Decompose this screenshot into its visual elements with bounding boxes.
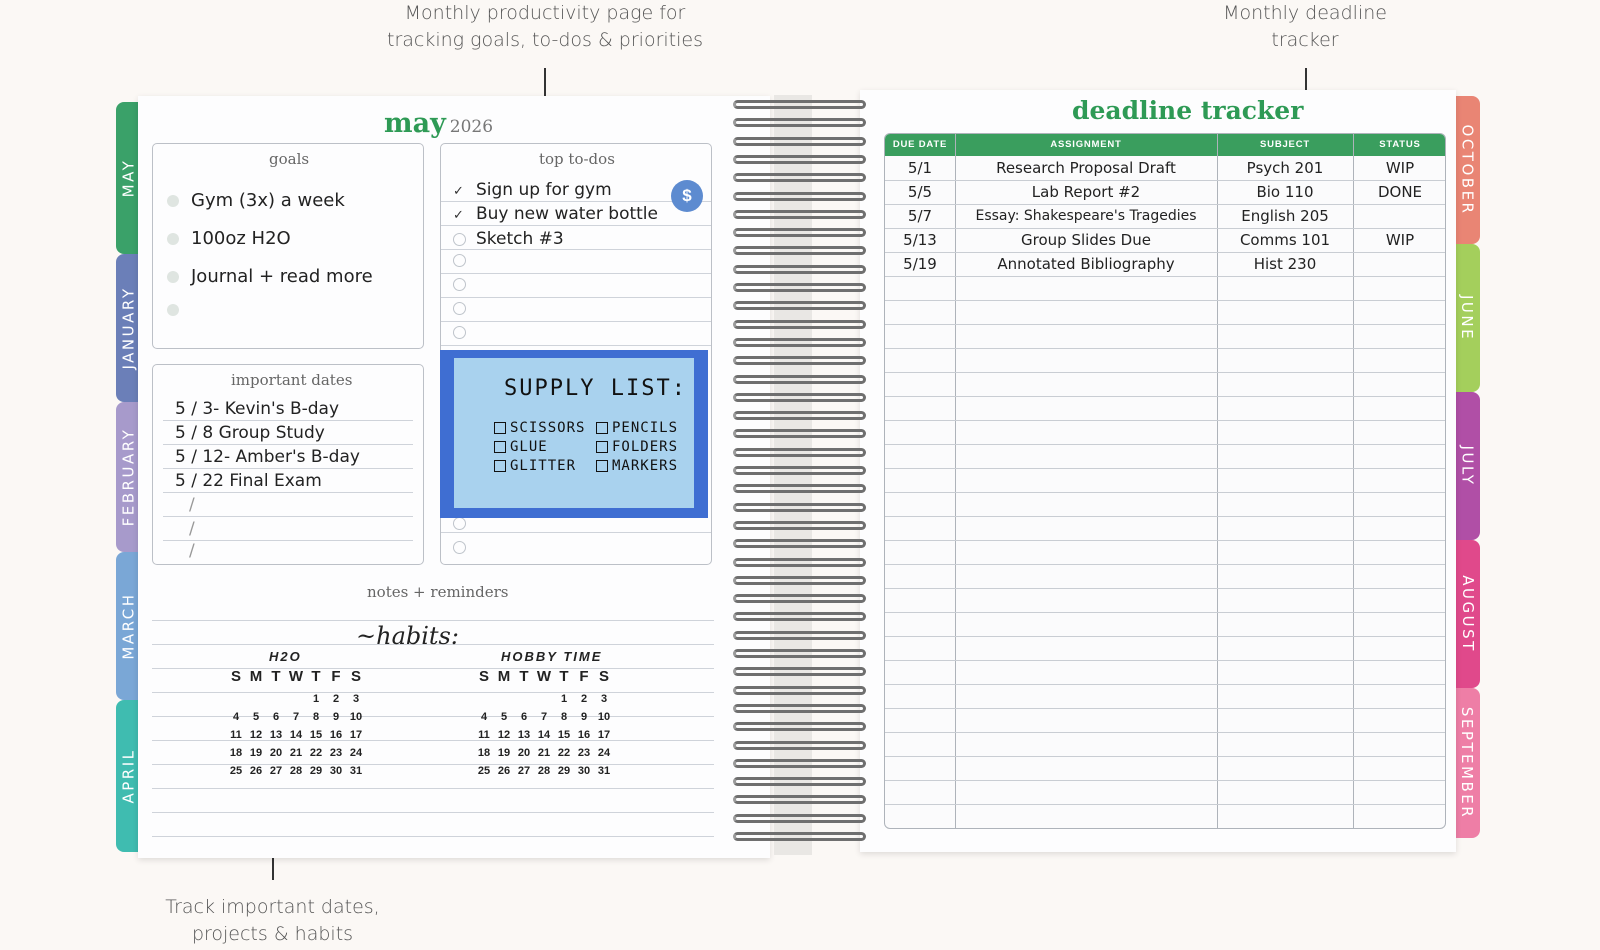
tab-label: JULY <box>1458 445 1477 487</box>
tab-label: APRIL <box>119 748 138 804</box>
calendar-day[interactable]: 16 <box>329 729 343 741</box>
calendar-day[interactable]: 17 <box>349 729 363 741</box>
calendar-day[interactable]: 13 <box>517 729 531 741</box>
callout-line-2: tracking goals, to-dos & priorities <box>387 29 703 51</box>
tab-label: MAY <box>119 158 138 198</box>
spiral-coil <box>733 265 866 274</box>
row-divider <box>885 444 1445 445</box>
supply-item-label: PENCILS <box>612 420 679 436</box>
weekday-label: T <box>519 668 529 685</box>
checkbox-icon[interactable] <box>596 422 608 434</box>
supply-item[interactable] <box>494 458 576 474</box>
calendar-day[interactable] <box>226 690 246 708</box>
checkbox-icon[interactable] <box>494 441 506 453</box>
calendar-day[interactable]: 26 <box>497 765 511 777</box>
spiral-coil <box>733 594 866 603</box>
tab-label: SEPTEMBER <box>1458 706 1477 820</box>
spiral-coil <box>733 576 866 585</box>
spiral-coil <box>733 741 866 750</box>
calendar-day[interactable]: 5 <box>252 711 260 723</box>
row-divider <box>885 780 1445 781</box>
calendar-day[interactable]: 15 <box>309 729 323 741</box>
todo-item[interactable] <box>453 541 476 554</box>
todo-item[interactable] <box>453 302 476 315</box>
calendar-week <box>474 708 614 726</box>
spiral-coil <box>733 704 866 713</box>
callout-dates <box>150 894 395 948</box>
todo-text: Sign up for gym <box>476 180 612 200</box>
todo-item[interactable] <box>453 517 476 530</box>
assignment-cell: Essay: Shakespeare's Tragedies <box>975 208 1197 224</box>
calendar-day[interactable] <box>246 690 266 708</box>
weekday-header <box>474 668 614 690</box>
calendar-day[interactable]: 20 <box>517 747 531 759</box>
important-dates-label: important dates <box>231 371 353 389</box>
spiral-coil <box>733 192 866 201</box>
supply-item-label: SCISSORS <box>510 420 586 436</box>
checkbox-icon[interactable] <box>494 422 506 434</box>
calendar-day[interactable]: 14 <box>289 729 303 741</box>
spiral-coil <box>733 393 866 402</box>
calendar-day[interactable]: 12 <box>497 729 511 741</box>
spiral-coil <box>733 375 866 384</box>
callout-productivity <box>380 0 710 54</box>
year: 2026 <box>449 117 494 137</box>
page-title <box>384 108 493 139</box>
spiral-coil <box>733 228 866 237</box>
date-row[interactable]: / <box>189 541 195 561</box>
checkbox-circle-icon[interactable] <box>453 517 466 530</box>
bullet-icon <box>167 271 179 283</box>
spiral-coil <box>733 246 866 255</box>
row-divider <box>885 468 1445 469</box>
spiral-coil <box>733 667 866 676</box>
row-divider <box>885 708 1445 709</box>
calendar-day[interactable]: 22 <box>557 747 571 759</box>
row-divider <box>885 660 1445 661</box>
supply-list-title: SUPPLY LIST: <box>504 376 687 401</box>
habit-name: HOBBY TIME <box>501 649 603 664</box>
spiral-coil <box>733 631 866 640</box>
weekday-label: T <box>271 668 281 685</box>
calendar-day[interactable]: 12 <box>249 729 263 741</box>
divider <box>441 225 711 226</box>
callout-line-1: Monthly productivity page for <box>404 2 686 24</box>
calendar-day[interactable]: 17 <box>597 729 611 741</box>
spiral-coil <box>733 759 866 768</box>
calendar-week <box>226 690 366 708</box>
callout-line-2: tracker <box>1271 29 1339 51</box>
calendar-day[interactable]: 25 <box>229 765 243 777</box>
tab-july[interactable] <box>1455 392 1480 540</box>
calendar-day[interactable]: 10 <box>349 711 363 723</box>
tab-label: OCTOBER <box>1458 124 1477 216</box>
calendar-day[interactable]: 31 <box>597 765 611 777</box>
checkbox-circle-icon[interactable] <box>453 326 466 339</box>
calendar-day[interactable]: 30 <box>329 765 343 777</box>
spiral-coil <box>733 429 866 438</box>
notes-line <box>152 836 714 837</box>
calendar-day[interactable]: 4 <box>480 711 488 723</box>
todo-item[interactable] <box>453 229 564 249</box>
calendar-day[interactable]: 27 <box>269 765 283 777</box>
supply-item-label: FOLDERS <box>612 439 679 455</box>
row-divider <box>885 732 1445 733</box>
habits-title: ~habits: <box>356 622 459 650</box>
calendar-day[interactable] <box>514 690 534 708</box>
todo-text: Buy new water bottle <box>476 204 658 224</box>
assignment-cell: Lab Report #2 <box>1031 183 1141 201</box>
todo-item[interactable] <box>453 254 476 267</box>
goal-text: 100oz H2O <box>191 228 291 249</box>
row-divider <box>885 420 1445 421</box>
row-divider <box>885 684 1445 685</box>
weekday-label: W <box>288 668 304 685</box>
date-row[interactable]: / <box>163 517 413 541</box>
spiral-coil <box>733 558 866 567</box>
goal-item[interactable] <box>167 190 345 211</box>
row-divider <box>885 804 1445 805</box>
calendar-day[interactable]: 20 <box>269 747 283 759</box>
calendar-day[interactable]: 31 <box>349 765 363 777</box>
calendar-day[interactable] <box>474 690 494 708</box>
checkbox-circle-icon[interactable] <box>453 254 466 267</box>
calendar-day[interactable] <box>286 690 306 708</box>
goal-item[interactable] <box>167 266 373 287</box>
spiral-coil <box>733 118 866 127</box>
calendar-day[interactable]: 30 <box>577 765 591 777</box>
tab-october[interactable] <box>1455 96 1480 244</box>
supply-list-note <box>440 350 708 518</box>
row-divider <box>885 540 1445 541</box>
notes-line <box>152 812 714 813</box>
calendar-day[interactable]: 10 <box>597 711 611 723</box>
calendar-day[interactable]: 19 <box>497 747 511 759</box>
divider <box>441 345 711 346</box>
calendar-week <box>474 726 614 744</box>
habit-calendar-h2o[interactable] <box>226 668 366 780</box>
calendar-day[interactable]: 7 <box>540 711 548 723</box>
spiral-coil <box>733 521 866 530</box>
calendar-day[interactable]: 5 <box>500 711 508 723</box>
weekday-label: S <box>478 668 489 685</box>
calendar-day[interactable]: 24 <box>349 747 363 759</box>
checkbox-circle-icon[interactable] <box>453 278 466 291</box>
calendar-day[interactable] <box>494 690 514 708</box>
divider <box>441 297 711 298</box>
supply-item-label: GLITTER <box>510 458 577 474</box>
calendar-week <box>226 762 366 780</box>
deadline-tracker-title: deadline tracker <box>1072 96 1304 125</box>
weekday-label: S <box>598 668 609 685</box>
calendar-day[interactable]: 9 <box>580 711 588 723</box>
calendar-day[interactable]: 27 <box>517 765 531 777</box>
notes-label: notes + reminders <box>367 583 509 601</box>
status-cell <box>1353 204 1446 228</box>
calendar-day[interactable]: 16 <box>577 729 591 741</box>
due-date-cell: 5/5 <box>907 183 933 201</box>
weekday-label: S <box>350 668 361 685</box>
status-cell: WIP <box>1385 231 1415 249</box>
calendar-day[interactable]: 18 <box>477 747 491 759</box>
weekday-label: T <box>311 668 321 685</box>
calendar-day[interactable]: 8 <box>560 711 568 723</box>
row-divider <box>885 396 1445 397</box>
tab-label: MARCH <box>119 592 138 660</box>
spiral-coil <box>733 155 866 164</box>
goals-box <box>152 143 424 349</box>
spiral-coil <box>733 795 866 804</box>
spiral-coil <box>733 466 866 475</box>
row-divider <box>885 372 1445 373</box>
habit-calendar-hobby[interactable] <box>474 668 614 780</box>
weekday-header <box>226 668 366 690</box>
calendar-week <box>226 726 366 744</box>
goals-label: goals <box>269 150 310 168</box>
spiral-coil <box>733 539 866 548</box>
checkbox-circle-icon[interactable] <box>453 233 466 246</box>
bullet-icon <box>167 304 179 316</box>
calendar-day[interactable]: 21 <box>537 747 551 759</box>
checkmark-icon[interactable]: ✓ <box>453 182 464 198</box>
row-divider <box>885 564 1445 565</box>
due-date-cell: 5/13 <box>903 231 937 249</box>
divider <box>441 201 711 202</box>
spiral-coil <box>733 503 866 512</box>
weekday-label: S <box>230 668 241 685</box>
spiral-coil <box>733 686 866 695</box>
tab-label: FEBRUARY <box>119 427 138 527</box>
supply-item[interactable] <box>494 420 585 436</box>
calendar-day[interactable]: 25 <box>477 765 491 777</box>
weekday-label: M <box>497 668 511 685</box>
deadline-table <box>884 133 1446 829</box>
spiral-coil <box>733 210 866 219</box>
callout-line-1: Track important dates, <box>165 896 380 918</box>
supply-item[interactable] <box>596 420 678 436</box>
calendar-day[interactable]: 24 <box>597 747 611 759</box>
weekday-label: W <box>536 668 552 685</box>
calendar-day[interactable]: 29 <box>309 765 323 777</box>
date-row[interactable]: 5 / 8 Group Study <box>163 421 413 445</box>
weekday-label: F <box>579 668 589 685</box>
spiral-coil <box>733 448 866 457</box>
row-divider <box>885 612 1445 613</box>
divider <box>441 321 711 322</box>
calendar-day[interactable]: 23 <box>577 747 591 759</box>
assignment-cell: Research Proposal Draft <box>996 159 1176 177</box>
goal-text: Journal + read more <box>191 266 373 287</box>
spiral-coil <box>733 649 866 658</box>
table-header <box>885 134 1445 156</box>
supply-item[interactable] <box>596 458 678 474</box>
spiral-coil <box>733 320 866 329</box>
calendar-day[interactable]: 2 <box>332 693 340 705</box>
calendar-day[interactable]: 22 <box>309 747 323 759</box>
dollar-sticker-icon: $ <box>671 180 703 212</box>
callout-line-2: projects & habits <box>191 923 354 945</box>
tab-label: AUGUST <box>1458 575 1477 653</box>
spiral-coil <box>733 283 866 292</box>
calendar-day[interactable]: 7 <box>292 711 300 723</box>
supply-item[interactable] <box>494 439 548 455</box>
spiral-coil <box>733 356 866 365</box>
todo-item[interactable] <box>453 180 612 200</box>
calendar-day[interactable]: 4 <box>232 711 240 723</box>
checkbox-circle-icon[interactable] <box>453 302 466 315</box>
checkbox-icon[interactable] <box>596 460 608 472</box>
spiral-coil <box>733 301 866 310</box>
row-divider <box>885 828 1445 829</box>
calendar-day[interactable]: 11 <box>230 729 242 741</box>
spiral-coil <box>733 777 866 786</box>
due-date-cell: 5/19 <box>903 255 937 273</box>
habit-name: H2O <box>269 649 302 664</box>
notes-line <box>152 788 714 789</box>
subject-cell: Bio 110 <box>1256 183 1314 201</box>
assignment-cell: Group Slides Due <box>1021 231 1151 249</box>
goal-item[interactable] <box>167 304 191 316</box>
calendar-day[interactable]: 14 <box>537 729 551 741</box>
bullet-icon <box>167 233 179 245</box>
calendar-day[interactable]: 13 <box>269 729 283 741</box>
supply-item[interactable] <box>596 439 678 455</box>
calendar-day[interactable] <box>266 690 286 708</box>
column-header: ASSIGNMENT <box>1050 139 1122 150</box>
date-row[interactable]: 5 / 12- Amber's B-day <box>163 445 413 469</box>
calendar-day[interactable]: 15 <box>557 729 571 741</box>
row-divider <box>885 324 1445 325</box>
date-row[interactable]: / <box>163 493 413 517</box>
row-divider <box>885 492 1445 493</box>
divider <box>441 532 711 533</box>
due-date-cell: 5/7 <box>907 207 933 225</box>
status-cell: DONE <box>1377 183 1423 201</box>
supply-item-label: GLUE <box>510 439 548 455</box>
column-header: SUBJECT <box>1260 139 1310 150</box>
tab-label: JUNE <box>1458 294 1477 342</box>
calendar-day[interactable]: 23 <box>329 747 343 759</box>
calendar-week <box>226 744 366 762</box>
calendar-day[interactable]: 1 <box>312 693 320 705</box>
row-divider <box>885 348 1445 349</box>
calendar-day[interactable]: 1 <box>560 693 568 705</box>
status-cell <box>1353 252 1446 276</box>
calendar-day[interactable]: 11 <box>478 729 490 741</box>
todos-label: top to-dos <box>539 150 615 168</box>
calendar-day[interactable]: 9 <box>332 711 340 723</box>
callout-deadline <box>1200 0 1410 54</box>
spiral-coil <box>733 338 866 347</box>
tab-june[interactable] <box>1455 244 1480 392</box>
calendar-week <box>226 708 366 726</box>
supply-list-card <box>454 358 694 508</box>
subject-cell: Hist 230 <box>1253 255 1317 273</box>
important-dates-box <box>152 364 424 565</box>
row-divider <box>885 636 1445 637</box>
checkbox-icon[interactable] <box>596 441 608 453</box>
divider <box>441 249 711 250</box>
bullet-icon <box>167 195 179 207</box>
spiral-coil <box>733 173 866 182</box>
goal-item[interactable] <box>167 228 291 249</box>
divider <box>441 273 711 274</box>
calendar-day[interactable]: 28 <box>289 765 303 777</box>
date-row[interactable]: 5 / 22 Final Exam <box>163 469 413 493</box>
callout-line-1: Monthly deadline <box>1223 2 1387 24</box>
status-cell: WIP <box>1385 159 1415 177</box>
checkmark-icon[interactable]: ✓ <box>453 206 464 222</box>
row-divider <box>885 300 1445 301</box>
calendar-day[interactable]: 8 <box>312 711 320 723</box>
row-divider <box>885 276 1445 277</box>
calendar-week <box>474 762 614 780</box>
spiral-coil <box>733 484 866 493</box>
subject-cell: English 205 <box>1241 207 1329 225</box>
column-header: STATUS <box>1379 139 1421 150</box>
supply-item-label: MARKERS <box>612 458 679 474</box>
todo-item[interactable] <box>453 204 658 224</box>
spiral-coil <box>733 722 866 731</box>
weekday-label: F <box>331 668 341 685</box>
row-divider <box>885 756 1445 757</box>
date-row[interactable]: 5 / 3- Kevin's B-day <box>163 397 413 421</box>
notes-line <box>152 620 714 621</box>
calendar-day[interactable]: 18 <box>229 747 243 759</box>
todo-text: Sketch #3 <box>476 229 564 249</box>
goal-text: Gym (3x) a week <box>191 190 345 211</box>
tab-label: JANUARY <box>119 286 138 370</box>
checkbox-circle-icon[interactable] <box>453 541 466 554</box>
spiral-coil <box>733 411 866 420</box>
calendar-day[interactable]: 21 <box>289 747 303 759</box>
calendar-day[interactable]: 6 <box>520 711 528 723</box>
calendar-day[interactable]: 6 <box>272 711 280 723</box>
calendar-week <box>474 744 614 762</box>
row-divider <box>885 516 1445 517</box>
calendar-day[interactable]: 28 <box>537 765 551 777</box>
calendar-day[interactable]: 3 <box>352 693 360 705</box>
subject-cell: Comms 101 <box>1239 231 1331 249</box>
weekday-label: T <box>559 668 569 685</box>
calendar-day[interactable]: 29 <box>557 765 571 777</box>
todo-item[interactable] <box>453 278 476 291</box>
spiral-coil <box>733 137 866 146</box>
spiral-coil <box>733 832 866 841</box>
calendar-day[interactable] <box>534 690 554 708</box>
row-divider <box>885 588 1445 589</box>
tab-september[interactable] <box>1455 688 1480 838</box>
spiral-coil <box>733 814 866 823</box>
column-header: DUE DATE <box>892 139 948 150</box>
calendar-day[interactable]: 26 <box>249 765 263 777</box>
calendar-day[interactable]: 3 <box>600 693 608 705</box>
todo-item[interactable] <box>453 326 476 339</box>
spiral-coil <box>733 100 866 109</box>
calendar-week <box>474 690 614 708</box>
calendar-day[interactable]: 19 <box>249 747 263 759</box>
tab-august[interactable] <box>1455 540 1480 688</box>
month-name: may <box>384 108 446 139</box>
due-date-cell: 5/1 <box>907 159 933 177</box>
assignment-cell: Annotated Bibliography <box>997 255 1175 273</box>
checkbox-icon[interactable] <box>494 460 506 472</box>
weekday-label: M <box>249 668 263 685</box>
calendar-day[interactable]: 2 <box>580 693 588 705</box>
spiral-coil <box>733 612 866 621</box>
subject-cell: Psych 201 <box>1246 159 1324 177</box>
